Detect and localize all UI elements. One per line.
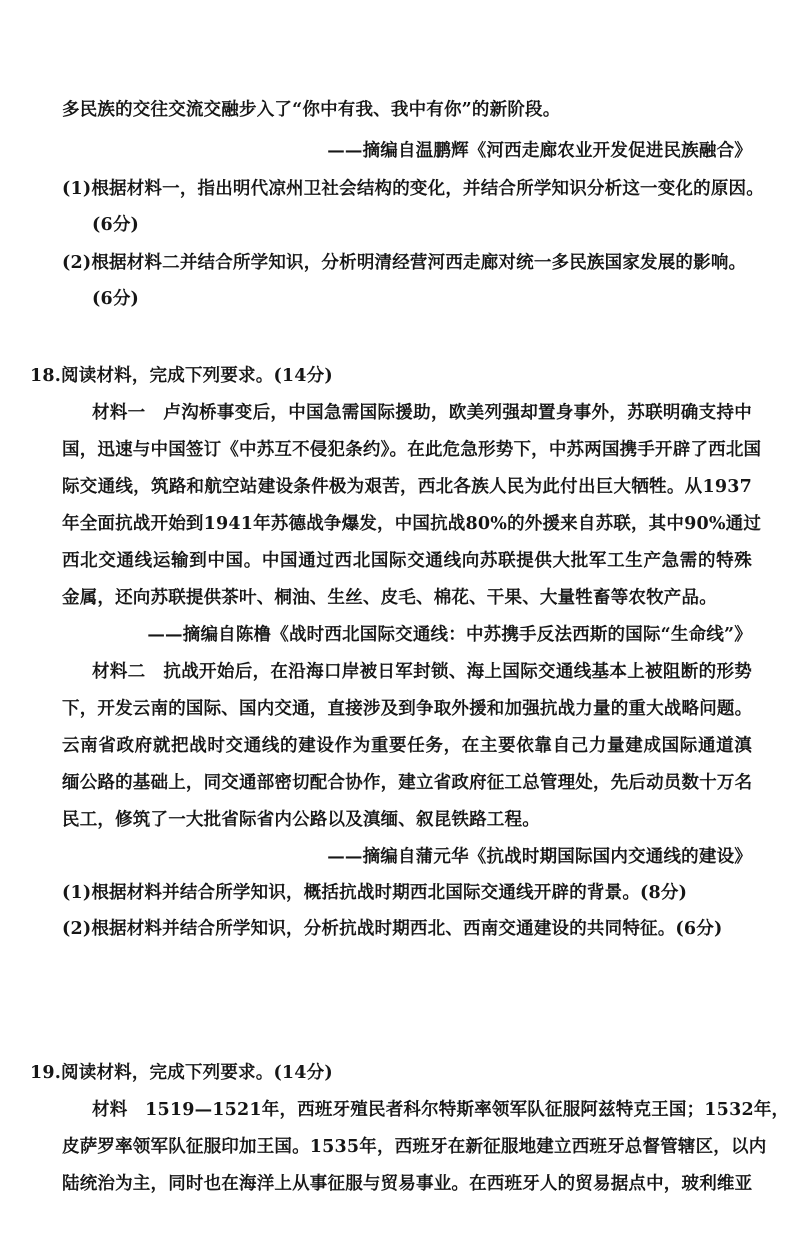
q18-material2-source: ——摘编自蒲元华《抗战时期国际国内交通线的建设》 [327, 847, 752, 867]
q17-subquestion-1-score: (6分) [92, 215, 140, 235]
q19-material-line: 皮萨罗率领军队征服印加王国。1535年，西班牙在新征服地建立西班牙总督管辖区，以内 [62, 1137, 767, 1157]
q18-material2-line: 民工，修筑了一大批省际省内公路以及滇缅、叙昆铁路工程。 [62, 810, 540, 830]
q17-source: ——摘编自温鹏辉《河西走廊农业开发促进民族融合》 [327, 141, 752, 161]
q19-header: 19.阅读材料，完成下列要求。(14分) [30, 1063, 333, 1083]
q17-text-line: 多民族的交往交流交融步入了“你中有我、我中有你”的新阶段。 [62, 100, 561, 120]
q18-material2-line: 材料二 抗战开始后，在沿海口岸被日军封锁、海上国际交通线基本上被阻断的形势 [92, 662, 752, 682]
q17-subquestion-1: (1)根据材料一，指出明代凉州卫社会结构的变化，并结合所学知识分析这一变化的原因。 [62, 179, 764, 199]
q18-material2-line: 云南省政府就把战时交通线的建设作为重要任务，在主要依靠自己力量建成国际通道滇 [62, 736, 752, 756]
q18-material1-line: 年全面抗战开始到1941年苏德战争爆发，中国抗战80%的外援来自苏联，其中90%通过 [62, 514, 762, 534]
q18-material1-line: 金属，还向苏联提供茶叶、桐油、生丝、皮毛、棉花、干果、大量牲畜等农牧产品。 [62, 588, 717, 608]
q18-material2-line: 下，开发云南的国际、国内交通，直接涉及到争取外援和加强抗战力量的重大战略问题。 [62, 699, 753, 719]
q18-header: 18.阅读材料，完成下列要求。(14分) [30, 366, 333, 386]
q18-material1-line: 国，迅速与中国签订《中苏互不侵犯条约》。在此危急形势下，中苏两国携手开辟了西北国 [62, 440, 762, 460]
q18-subquestion-1: (1)根据材料并结合所学知识，概括抗战时期西北国际交通线开辟的背景。(8分) [62, 883, 688, 903]
q18-subquestion-2: (2)根据材料并结合所学知识，分析抗战时期西北、西南交通建设的共同特征。(6分) [62, 919, 723, 939]
q19-material-line: 材料 1519—1521年，西班牙殖民者科尔特斯率领军队征服阿兹特克王国；1532年， [92, 1100, 790, 1120]
q18-material1-line: 材料一 卢沟桥事变后，中国急需国际援助，欧美列强却置身事外，苏联明确支持中 [92, 403, 752, 423]
q18-material2-line: 缅公路的基础上，同交通部密切配合协作，建立省政府征工总管理处，先后动员数十万名 [62, 773, 753, 793]
q17-subquestion-2-score: (6分) [92, 289, 140, 309]
q19-material-line: 陆统治为主，同时也在海洋上从事征服与贸易事业。在西班牙人的贸易据点中，玻利维亚 [62, 1174, 753, 1194]
q18-material1-line: 际交通线，筑路和航空站建设条件极为艰苦，西北各族人民为此付出巨大牺牲。从1937 [62, 477, 752, 497]
q17-subquestion-2: (2)根据材料二并结合所学知识，分析明清经营河西走廊对统一多民族国家发展的影响。 [62, 253, 747, 273]
q18-material1-line: 西北交通线运输到中国。中国通过西北国际交通线向苏联提供大批军工生产急需的特殊 [62, 551, 752, 571]
q18-material1-source: ——摘编自陈橹《战时西北国际交通线：中苏携手反法西斯的国际“生命线”》 [147, 625, 752, 645]
